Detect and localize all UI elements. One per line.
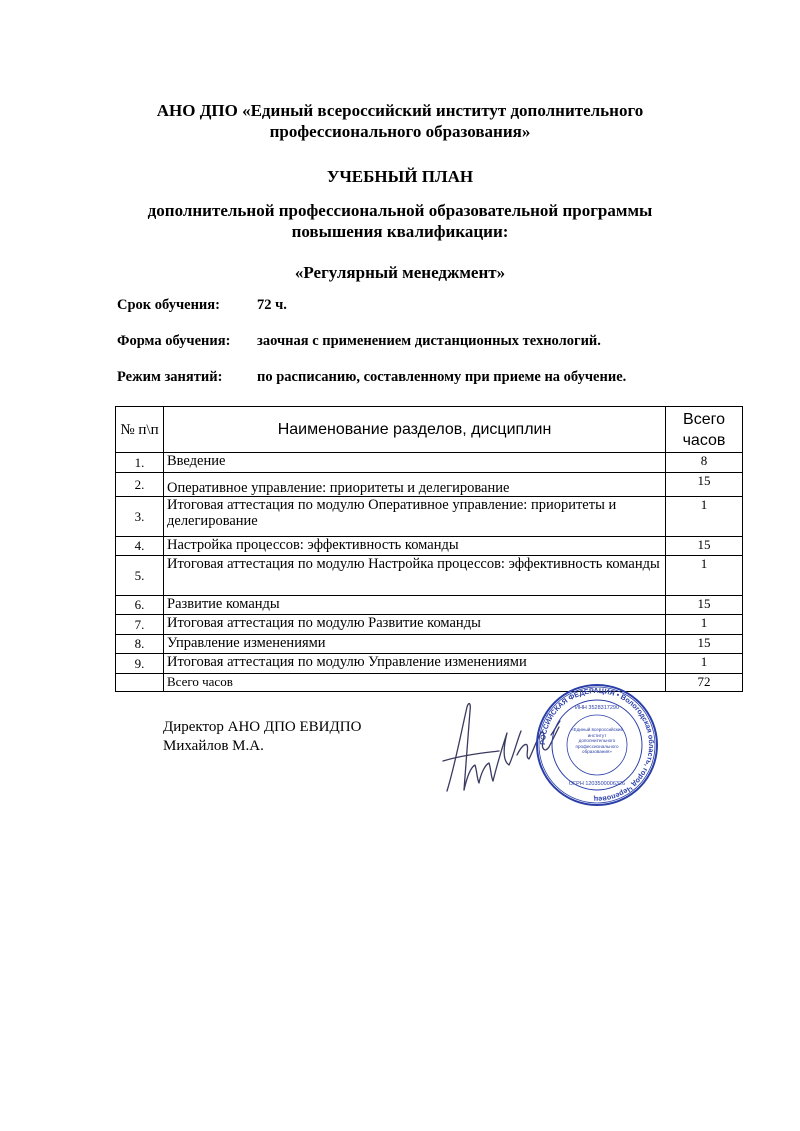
row-num: 3. bbox=[116, 497, 164, 537]
official-stamp bbox=[535, 683, 659, 807]
row-name: Итоговая аттестация по модулю Настройка процессов: эффективность команды bbox=[164, 556, 666, 596]
row-num: 8. bbox=[116, 635, 164, 654]
row-num: 5. bbox=[116, 556, 164, 596]
row-num: 4. bbox=[116, 537, 164, 556]
form-label: Форма обучения: bbox=[117, 333, 231, 349]
row-hours: 15 bbox=[666, 596, 743, 615]
row-name: Итоговая аттестация по модулю Оперативное управление: приоритеты и делегирование bbox=[164, 497, 666, 537]
stamp-ogrn: ОГРН 1203500006326 bbox=[568, 781, 626, 787]
row-name: Итоговая аттестация по модулю Управление изменениями bbox=[164, 654, 666, 674]
stamp-inn: ИНН 3528317290 bbox=[574, 705, 620, 711]
table-row bbox=[116, 453, 743, 473]
org-line-2: профессионального образования» bbox=[269, 122, 531, 141]
mode-value: по расписанию, составленному при приеме на обучение. bbox=[257, 369, 627, 385]
row-name: Введение bbox=[164, 453, 666, 473]
table-row bbox=[116, 556, 743, 596]
row-name: Итоговая аттестация по модулю Развитие команды bbox=[164, 615, 666, 635]
program-name: «Регулярный менеджмент» bbox=[294, 263, 506, 282]
table-header-row bbox=[116, 407, 743, 453]
row-num: 6. bbox=[116, 596, 164, 615]
total-empty-cell bbox=[116, 674, 164, 692]
director-name: Михайлов М.А. bbox=[163, 738, 264, 754]
row-hours: 15 bbox=[666, 635, 743, 654]
document-subtitle bbox=[0, 200, 800, 242]
table-row bbox=[116, 615, 743, 635]
total-hours: 72 bbox=[666, 674, 743, 692]
subtitle-line-2: повышения квалификации: bbox=[291, 222, 509, 241]
col-header-hours: Всего часов bbox=[666, 407, 743, 453]
director-title: Директор АНО ДПО ЕВИДПО bbox=[163, 719, 362, 735]
row-name: Управление изменениями bbox=[164, 635, 666, 654]
col-header-num: № п\п bbox=[116, 407, 164, 453]
form-value: заочная с применением дистанционных технологий. bbox=[257, 333, 601, 349]
stamp-inner-text: «Единый всероссийский институт дополнительного профессионального образования» bbox=[570, 727, 624, 755]
row-hours: 1 bbox=[666, 654, 743, 674]
subtitle-line-1: дополнительной профессиональной образовательной программы bbox=[147, 201, 653, 220]
duration-value: 72 ч. bbox=[257, 297, 287, 313]
row-hours: 8 bbox=[666, 453, 743, 473]
row-hours: 15 bbox=[666, 537, 743, 556]
document-title: УЧЕБНЫЙ ПЛАН bbox=[326, 167, 474, 186]
duration-label: Срок обучения: bbox=[117, 297, 220, 313]
row-num: 9. bbox=[116, 654, 164, 674]
organization-name bbox=[0, 100, 800, 142]
row-name: Оперативное управление: приоритеты и делегирование bbox=[164, 473, 666, 497]
row-hours: 15 bbox=[666, 473, 743, 497]
table-row bbox=[116, 473, 743, 497]
mode-label: Режим занятий: bbox=[117, 369, 223, 385]
table-row bbox=[116, 537, 743, 556]
row-hours: 1 bbox=[666, 615, 743, 635]
row-name: Настройка процессов: эффективность команды bbox=[164, 537, 666, 556]
total-label: Всего часов bbox=[164, 674, 666, 692]
table-row bbox=[116, 596, 743, 615]
row-num: 1. bbox=[116, 453, 164, 473]
row-hours: 1 bbox=[666, 556, 743, 596]
table-row bbox=[116, 654, 743, 674]
row-hours: 1 bbox=[666, 497, 743, 537]
row-num: 7. bbox=[116, 615, 164, 635]
col-header-name: Наименование разделов, дисциплин bbox=[164, 407, 666, 453]
signature-block bbox=[163, 718, 361, 756]
curriculum-table bbox=[115, 406, 743, 692]
org-line-1: АНО ДПО «Единый всероссийский институт дополнительного bbox=[156, 101, 644, 120]
row-num: 2. bbox=[116, 473, 164, 497]
row-name: Развитие команды bbox=[164, 596, 666, 615]
stamp-outer-text: РОССИЙСКАЯ ФЕДЕРАЦИЯ • Вологодская область, город Череповец bbox=[537, 685, 657, 805]
table-row bbox=[116, 635, 743, 654]
table-row bbox=[116, 497, 743, 537]
